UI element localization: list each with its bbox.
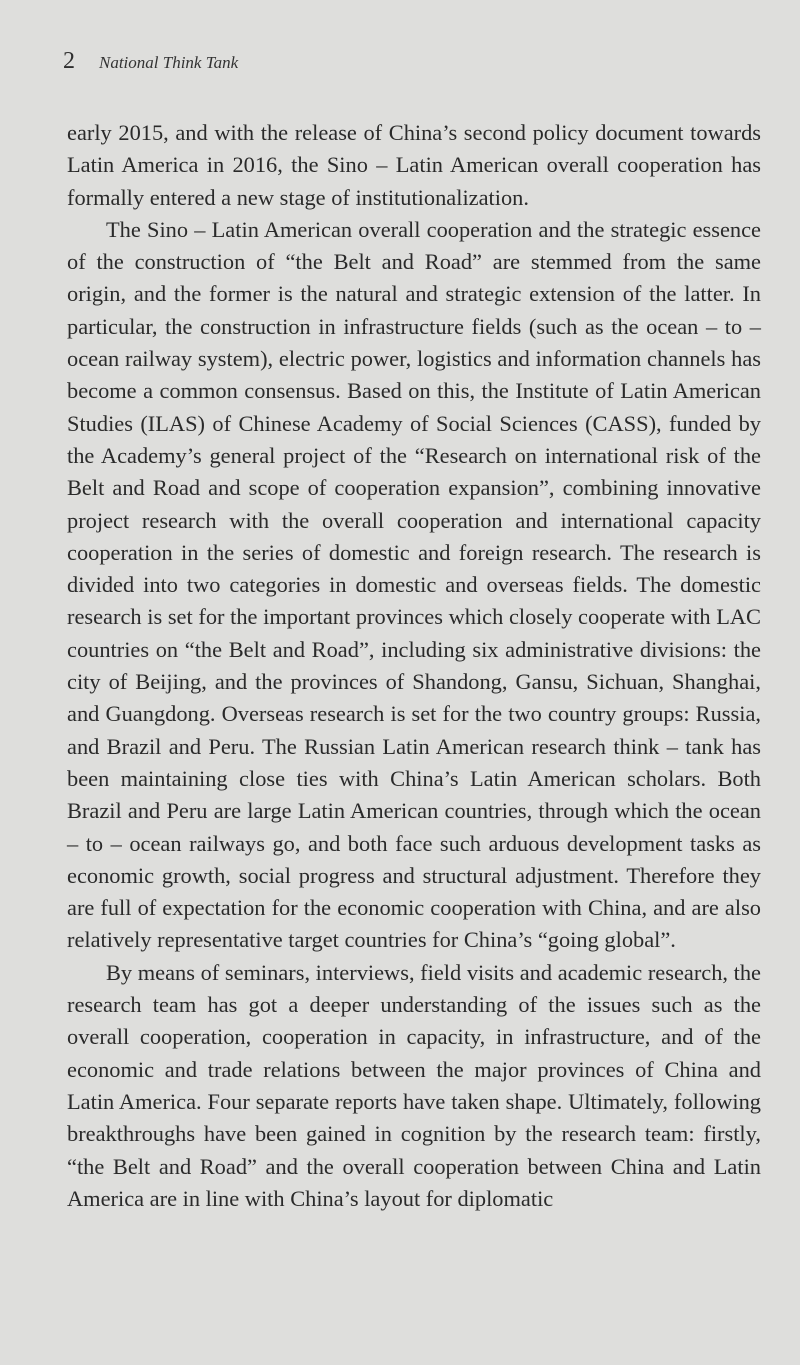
body-text xyxy=(67,117,761,1215)
paragraph-belt-and-road: The Sino – Latin American overall cooperation and the strategic essence of the construction of “the Belt and Road” are stemmed from the same origin, and the former is the natural and strategic extension of the latter. In particular, the construction in infrastructure fields (such as the ocean – to – ocean railway system), electric power, logistics and information channels has become a common consensus. Based on this, the Institute of Latin American Studies (ILAS) of Chinese Academy of Social Sciences (CASS), funded by the Academy’s general project of the “Research on international risk of the Belt and Road and scope of cooperation expansion”, combining innovative project research with the overall cooperation and international capacity cooperation in the series of domestic and foreign research. The research is divided into two categories in domestic and overseas fields. The domestic research is set for the important provinces which closely cooperate with LAC countries on “the Belt and Road”, including six administrative divisions: the city of Beijing, and the provinces of Shandong, Gansu, Sichuan, Shanghai, and Guangdong. Overseas research is set for the two country groups: Russia, and Brazil and Peru. The Russian Latin American research think – tank has been maintaining close ties with China’s Latin American scholars. Both Brazil and Peru are large Latin American countries, through which the ocean – to – ocean railways go, and both face such arduous development tasks as economic growth, social progress and structural adjustment. Therefore they are full of expectation for the economic cooperation with China, and are also relatively representative target countries for China’s “going global”. xyxy=(67,216,761,953)
page-number: 2 xyxy=(63,48,75,74)
running-head xyxy=(63,48,238,78)
paragraph-research-methods: By means of seminars, interviews, field visits and academic research, the research team has got a deeper understanding of the issues such as the overall cooperation, cooperation in capacity, in infrastructure, and of the economic and trade relations between the major provinces of China and Latin America. Four separate reports have taken shape. Ultimately, following breakthroughs have been gained in cognition by the research team: firstly, “the Belt and Road” and the overall cooperation between China and Latin America are in line with China’s layout for diplomatic xyxy=(67,959,761,1211)
running-title: National Think Tank xyxy=(99,53,239,72)
paragraph-continued: early 2015, and with the release of China’s second policy document towards Latin America in 2016, the Sino – Latin American overall cooperation has formally entered a new stage of institutionalization. xyxy=(67,120,761,210)
